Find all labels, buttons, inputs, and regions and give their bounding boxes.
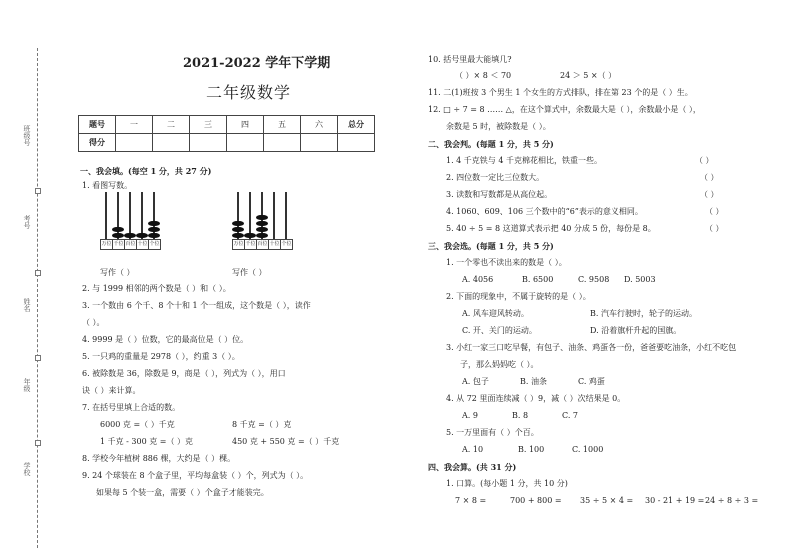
- choice-option[interactable]: C. 9508: [578, 275, 610, 284]
- abacus-rod: [273, 192, 275, 239]
- question-4: 4. 9999 是（ ）位数，它的最高位是（ ）位。: [82, 335, 249, 344]
- calc-question-1: 1. 口算。(每小题 1 分，共 10 分): [446, 479, 568, 488]
- abacus-rod: [129, 192, 131, 239]
- question-10a: （ ）× 8 ＜ 70: [455, 71, 512, 80]
- question-6-cont: 诀（ ）来计算。: [82, 386, 141, 395]
- label-class-number: 班级号: [23, 125, 31, 146]
- binding-mark: [35, 188, 41, 194]
- question-7a: 6000 克 =（ ）千克: [100, 420, 175, 429]
- abacus-place-labels: [100, 239, 161, 250]
- judge-paren[interactable]: （ ）: [700, 190, 719, 199]
- question-10b: 24 ＞ 5 ×（ ）: [560, 71, 617, 80]
- question-1: 1. 看图写数。: [82, 181, 133, 190]
- calc-item[interactable]: 24 ÷ 8 ÷ 3 =: [705, 496, 759, 505]
- score-cell: 四: [227, 116, 264, 134]
- score-cell: 得分: [79, 134, 116, 152]
- score-cell: 题号: [79, 116, 116, 134]
- question-10: 10. 括号里最大能填几?: [428, 55, 512, 64]
- question-7: 7. 在括号里填上合适的数。: [82, 403, 181, 412]
- abacus-bead: [136, 233, 148, 238]
- judge-item: 5. 40 ÷ 5 = 8 这道算式表示把 40 分成 5 份，每份是 8。: [446, 224, 656, 233]
- place-label: 千位: [113, 241, 124, 247]
- choice-option[interactable]: C. 1000: [572, 445, 604, 454]
- score-input-cell[interactable]: [264, 134, 301, 152]
- choice-question-3: 3. 小红一家三口吃早餐，有包子、油条、鸡蛋各一份，爸爸要吃油条，小红不吃包: [446, 343, 737, 352]
- abacus-bead: [244, 233, 256, 238]
- abacus-bead: [148, 233, 160, 238]
- choice-question-1: 1. 一个零也不读出来的数是（ ）。: [446, 258, 567, 267]
- calc-item[interactable]: 30 - 21 + 19 =: [645, 496, 705, 505]
- abacus-place-labels: [232, 239, 293, 250]
- place-label: 个位: [281, 241, 292, 247]
- section-2-heading: 二、我会判。(每题 1 分，共 5 分): [428, 139, 554, 149]
- place-label: 万位: [101, 241, 112, 247]
- judge-item: 1. 4 千克铁与 4 千克棉花相比，铁重一些。: [446, 156, 602, 165]
- score-cell: 二: [153, 116, 190, 134]
- binding-mark: [35, 270, 41, 276]
- section-4-heading: 四、我会算。(共 31 分): [428, 462, 517, 472]
- choice-option[interactable]: D. 沿着旗杆升起的国旗。: [590, 326, 682, 335]
- score-cell: 总分: [338, 116, 375, 134]
- question-3-cont: （ ）。: [82, 318, 105, 327]
- question-12-cont: 余数是 5 时，被除数是（ ）。: [446, 122, 551, 131]
- place-label: 百位: [257, 241, 268, 247]
- question-11: 11. 二(1)班按 3 个男生 1 个女生的方式排队，排在第 23 个的是（ ）生。: [428, 88, 693, 97]
- choice-option[interactable]: A. 风车迎风转动。: [462, 309, 529, 318]
- judge-item: 4. 1060、609、106 三个数中的“6”表示的意义相同。: [446, 207, 643, 216]
- choice-option[interactable]: B. 6500: [522, 275, 554, 284]
- question-2: 2. 与 1999 相邻的两个数是（ ）和（ ）。: [82, 284, 231, 293]
- section-3-heading: 三、我会选。(每题 1 分，共 5 分): [428, 241, 554, 251]
- question-9: 9. 24 个球装在 8 个盒子里，平均每盒装（ ）个，列式为（ ）。: [82, 471, 309, 480]
- score-input-cell[interactable]: [338, 134, 375, 152]
- abacus-bead: [148, 227, 160, 232]
- choice-question-3-cont: 子，那么妈妈吃（ ）。: [460, 360, 539, 369]
- abacus-bead: [232, 221, 244, 226]
- abacus-bead: [256, 215, 268, 220]
- question-7b: 8 千克 =（ ）克: [232, 420, 292, 429]
- place-label: 万位: [233, 241, 244, 247]
- judge-paren[interactable]: （ ）: [705, 207, 724, 216]
- abacus-a: [100, 192, 170, 262]
- score-input-cell[interactable]: [227, 134, 264, 152]
- place-label: 十位: [269, 241, 280, 247]
- abacus-rod: [141, 192, 143, 239]
- question-3: 3. 一个数由 6 个千、8 个十和 1 个一组成，这个数是（ ），读作: [82, 301, 311, 310]
- place-label: 十位: [137, 241, 148, 247]
- abacus-bead: [148, 221, 160, 226]
- score-input-cell[interactable]: [116, 134, 153, 152]
- abacus-rod: [105, 192, 107, 239]
- write-a[interactable]: 写作（ ）: [100, 268, 135, 277]
- abacus-bead: [232, 233, 244, 238]
- judge-item: 2. 四位数一定比三位数大。: [446, 173, 545, 182]
- section-1-heading: 一、我会填。(每空 1 分，共 27 分): [80, 166, 212, 176]
- binding-line: [37, 48, 38, 548]
- abacus-bead: [112, 227, 124, 232]
- exam-subtitle: 二年级数学: [206, 83, 292, 102]
- label-grade: 年级: [23, 378, 31, 392]
- score-cell: 六: [301, 116, 338, 134]
- binding-mark: [35, 355, 41, 361]
- choice-option[interactable]: C. 鸡蛋: [578, 377, 605, 386]
- abacus-bead: [124, 233, 136, 238]
- choice-option[interactable]: B. 油条: [520, 377, 547, 386]
- abacus-rod: [285, 192, 287, 239]
- write-b[interactable]: 写作（ ）: [232, 268, 267, 277]
- choice-option[interactable]: A. 9: [462, 411, 478, 420]
- score-table: [78, 115, 375, 152]
- label-exam-number: 考号: [23, 215, 31, 229]
- abacus-bead: [232, 227, 244, 232]
- abacus-bead: [256, 227, 268, 232]
- abacus-rod: [249, 192, 251, 239]
- calc-item[interactable]: 7 × 8 =: [455, 496, 487, 505]
- score-table-score-row: [79, 134, 375, 152]
- calc-item[interactable]: 35 ÷ 5 × 4 =: [580, 496, 634, 505]
- question-7d: 450 克 + 550 克 =（ ）千克: [232, 437, 340, 446]
- choice-option[interactable]: D. 5003: [624, 275, 656, 284]
- label-school: 学校: [23, 462, 31, 476]
- choice-question-4: 4. 从 72 里面连续减（ ）9，减（ ）次结果是 0。: [446, 394, 626, 403]
- abacus-bead: [256, 233, 268, 238]
- judge-item: 3. 读数和写数都是从高位起。: [446, 190, 553, 199]
- choice-option[interactable]: B. 8: [512, 411, 529, 420]
- place-label: 千位: [245, 241, 256, 247]
- binding-mark: [35, 440, 41, 446]
- question-9-cont: 如果每 5 个装一盒，需要（ ）个盒子才能装完。: [96, 488, 269, 497]
- judge-paren[interactable]: （ ）: [705, 224, 724, 233]
- question-12: 12. □ ÷ 7 = 8 …… △，在这个算式中，余数最大是（ ），余数最小是（ ），: [428, 105, 701, 114]
- question-7c: 1 千克 - 300 克 =（ ）克: [100, 437, 194, 446]
- choice-question-5: 5. 一万里面有（ ）个百。: [446, 428, 539, 437]
- choice-option[interactable]: A. 4056: [462, 275, 494, 284]
- score-input-cell[interactable]: [301, 134, 338, 152]
- choice-option[interactable]: A. 包子: [462, 377, 489, 386]
- calc-item[interactable]: 700 + 800 =: [510, 496, 562, 505]
- choice-option[interactable]: C. 开、关门的运动。: [462, 326, 537, 335]
- score-table-header-row: [79, 116, 375, 134]
- question-8: 8. 学校今年植树 886 棵，大约是（ ）棵。: [82, 454, 236, 463]
- score-input-cell[interactable]: [190, 134, 227, 152]
- choice-option[interactable]: B. 100: [518, 445, 545, 454]
- score-cell: 一: [116, 116, 153, 134]
- choice-option[interactable]: C. 7: [562, 411, 579, 420]
- place-label: 个位: [149, 241, 160, 247]
- score-cell: 五: [264, 116, 301, 134]
- abacus-bead: [256, 221, 268, 226]
- choice-question-2: 2. 下面的现象中，不属于旋转的是（ ）。: [446, 292, 591, 301]
- place-label: 百位: [125, 241, 136, 247]
- judge-paren[interactable]: （ ）: [695, 156, 714, 165]
- label-name: 姓名: [23, 298, 31, 312]
- exam-title: 2021-2022 学年下学期: [183, 56, 331, 71]
- score-cell: 三: [190, 116, 227, 134]
- abacus-b: [232, 192, 302, 262]
- choice-option[interactable]: B. 汽车行驶时，轮子的运动。: [590, 309, 697, 318]
- judge-paren[interactable]: （ ）: [700, 173, 719, 182]
- question-6: 6. 被除数是 36，除数是 9，商是（ ），列式为（ ），用口: [82, 369, 286, 378]
- abacus-bead: [112, 233, 124, 238]
- question-5: 5. 一只鸡的重量是 2978（ ），约重 3（ ）。: [82, 352, 240, 361]
- choice-option[interactable]: A. 10: [462, 445, 484, 454]
- score-input-cell[interactable]: [153, 134, 190, 152]
